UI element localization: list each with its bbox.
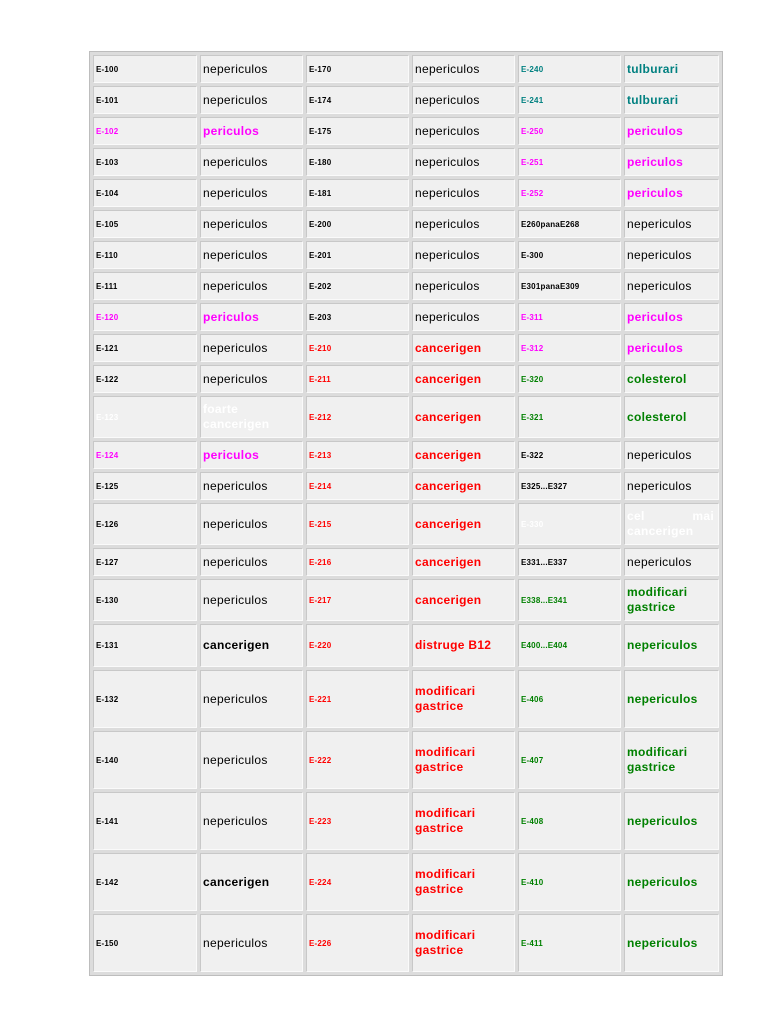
table-row — [93, 503, 719, 545]
additive-code: E331...E337 — [518, 548, 621, 576]
additive-code: E-104 — [93, 179, 197, 207]
additive-code: E-217 — [306, 579, 409, 621]
additive-effect: nepericulos — [200, 548, 303, 576]
additive-code: E-140 — [93, 731, 197, 789]
additive-effect: cancerigen — [412, 365, 515, 393]
additive-code: E400...E404 — [518, 624, 621, 667]
additive-effect: nepericulos — [624, 241, 719, 269]
table-row — [93, 117, 719, 145]
additive-code: E-311 — [518, 303, 621, 331]
additive-code: E-150 — [93, 914, 197, 972]
additive-effect: nepericulos — [624, 548, 719, 576]
additive-code: E-300 — [518, 241, 621, 269]
table-row — [93, 441, 719, 469]
additive-code: E-126 — [93, 503, 197, 545]
additive-effect: nepericulos — [624, 624, 719, 667]
additive-effect: cancerigen — [412, 334, 515, 362]
additive-code: E-406 — [518, 670, 621, 728]
additive-effect: periculos — [200, 303, 303, 331]
additive-code: E301panaE309 — [518, 272, 621, 300]
additive-code: E325...E327 — [518, 472, 621, 500]
additive-code: E-101 — [93, 86, 197, 114]
table-row — [93, 914, 719, 972]
additive-effect: nepericulos — [200, 179, 303, 207]
additive-code: E-241 — [518, 86, 621, 114]
additive-code: E-320 — [518, 365, 621, 393]
additive-code: E-103 — [93, 148, 197, 176]
additive-effect: cancerigen — [200, 853, 303, 911]
additive-effect: nepericulos — [624, 272, 719, 300]
additive-effect: nepericulos — [624, 472, 719, 500]
additive-effect: nepericulos — [200, 670, 303, 728]
table-row — [93, 792, 719, 850]
additive-code: E-223 — [306, 792, 409, 850]
additive-code: E-181 — [306, 179, 409, 207]
additive-effect: modificari gastrice — [412, 792, 515, 850]
additive-effect: nepericulos — [200, 272, 303, 300]
additive-code: E-210 — [306, 334, 409, 362]
additive-effect: periculos — [624, 117, 719, 145]
additive-code: E-407 — [518, 731, 621, 789]
additive-effect: periculos — [624, 303, 719, 331]
additive-code: E-130 — [93, 579, 197, 621]
additive-effect: tulburari — [624, 55, 719, 83]
additive-code: E-222 — [306, 731, 409, 789]
additive-effect: nepericulos — [412, 148, 515, 176]
table-row — [93, 670, 719, 728]
table-row — [93, 365, 719, 393]
additive-code: E-131 — [93, 624, 197, 667]
additive-code: E-312 — [518, 334, 621, 362]
additive-effect: nepericulos — [624, 853, 719, 911]
additive-effect: cancerigen — [412, 441, 515, 469]
additive-effect: nepericulos — [412, 241, 515, 269]
additive-code: E-100 — [93, 55, 197, 83]
additive-code: E-132 — [93, 670, 197, 728]
table-row — [93, 179, 719, 207]
additive-effect: nepericulos — [200, 210, 303, 238]
additive-code: E-201 — [306, 241, 409, 269]
table-row — [93, 334, 719, 362]
additive-effect: modificari gastrice — [412, 914, 515, 972]
additive-effect: cancerigen — [412, 472, 515, 500]
additive-effect: nepericulos — [200, 579, 303, 621]
table-row — [93, 853, 719, 911]
additive-code: E-224 — [306, 853, 409, 911]
additive-code: E-221 — [306, 670, 409, 728]
additive-code: E260panaE268 — [518, 210, 621, 238]
additive-effect: cancerigen — [412, 579, 515, 621]
additive-effect: colesterol — [624, 396, 719, 438]
additive-effect: nepericulos — [200, 731, 303, 789]
additive-effect: periculos — [200, 441, 303, 469]
additive-effect: periculos — [624, 334, 719, 362]
table-row — [93, 624, 719, 667]
additive-effect: nepericulos — [200, 472, 303, 500]
additive-effect: modificari gastrice — [624, 579, 719, 621]
additive-effect: nepericulos — [624, 914, 719, 972]
table-row — [93, 241, 719, 269]
additive-code: E-408 — [518, 792, 621, 850]
additive-code: E-220 — [306, 624, 409, 667]
additive-effect: periculos — [200, 117, 303, 145]
additive-code: E-200 — [306, 210, 409, 238]
additive-effect: nepericulos — [412, 303, 515, 331]
additive-code: E-175 — [306, 117, 409, 145]
additive-effect: nepericulos — [412, 272, 515, 300]
additive-effect: nepericulos — [624, 670, 719, 728]
additive-code: E-214 — [306, 472, 409, 500]
additive-effect: nepericulos — [200, 334, 303, 362]
additive-code: E338...E341 — [518, 579, 621, 621]
additive-code: E-124 — [93, 441, 197, 469]
table-row — [93, 579, 719, 621]
additive-code: E-216 — [306, 548, 409, 576]
additive-effect: nepericulos — [412, 117, 515, 145]
additive-effect: nepericulos — [624, 792, 719, 850]
additive-effect-highlighted: cel mai cancerigen — [624, 503, 719, 545]
additive-code: E-122 — [93, 365, 197, 393]
additive-code: E-213 — [306, 441, 409, 469]
additive-code: E-127 — [93, 548, 197, 576]
additive-effect: tulburari — [624, 86, 719, 114]
additive-code-highlighted: E-330 — [518, 503, 621, 545]
additive-effect: modificari gastrice — [412, 670, 515, 728]
additive-code: E-180 — [306, 148, 409, 176]
table-row — [93, 86, 719, 114]
additive-effect: cancerigen — [412, 396, 515, 438]
additive-code: E-111 — [93, 272, 197, 300]
additive-code: E-226 — [306, 914, 409, 972]
additive-effect: cancerigen — [200, 624, 303, 667]
additive-code: E-141 — [93, 792, 197, 850]
additive-effect: modificari gastrice — [412, 731, 515, 789]
additive-code: E-203 — [306, 303, 409, 331]
additive-code: E-410 — [518, 853, 621, 911]
table-row — [93, 548, 719, 576]
table-row — [93, 396, 719, 438]
additive-code: E-105 — [93, 210, 197, 238]
table-row — [93, 472, 719, 500]
additive-effect: nepericulos — [200, 914, 303, 972]
additive-code: E-250 — [518, 117, 621, 145]
additive-effect: nepericulos — [200, 55, 303, 83]
additive-effect: modificari gastrice — [412, 853, 515, 911]
additive-effect: cancerigen — [412, 548, 515, 576]
additive-effect: nepericulos — [200, 365, 303, 393]
additive-code: E-202 — [306, 272, 409, 300]
table-row — [93, 731, 719, 789]
additive-code: E-125 — [93, 472, 197, 500]
additive-code: E-121 — [93, 334, 197, 362]
additive-effect: nepericulos — [412, 179, 515, 207]
additive-effect: nepericulos — [200, 503, 303, 545]
additive-effect: cancerigen — [412, 503, 515, 545]
table-row — [93, 272, 719, 300]
additive-code: E-240 — [518, 55, 621, 83]
additive-code: E-215 — [306, 503, 409, 545]
additive-effect: nepericulos — [412, 55, 515, 83]
additive-effect: periculos — [624, 179, 719, 207]
additive-effect: nepericulos — [200, 241, 303, 269]
additive-effect: modificari gastrice — [624, 731, 719, 789]
additive-effect: nepericulos — [200, 148, 303, 176]
table-row — [93, 303, 719, 331]
table-row — [93, 148, 719, 176]
additive-code: E-321 — [518, 396, 621, 438]
additive-code: E-252 — [518, 179, 621, 207]
additive-effect: nepericulos — [624, 210, 719, 238]
additive-effect: colesterol — [624, 365, 719, 393]
additive-code: E-120 — [93, 303, 197, 331]
additive-effect: periculos — [624, 148, 719, 176]
additive-effect: nepericulos — [412, 210, 515, 238]
additive-code: E-142 — [93, 853, 197, 911]
additive-effect-highlighted: foarte cancerigen — [200, 396, 303, 438]
additive-effect: distruge B12 — [412, 624, 515, 667]
additive-code: E-322 — [518, 441, 621, 469]
additive-effect: nepericulos — [412, 86, 515, 114]
table-row — [93, 55, 719, 83]
additive-code: E-251 — [518, 148, 621, 176]
additive-code: E-174 — [306, 86, 409, 114]
additive-code-highlighted: E-123 — [93, 396, 197, 438]
additive-effect: nepericulos — [200, 792, 303, 850]
additive-effect: nepericulos — [624, 441, 719, 469]
additive-code: E-102 — [93, 117, 197, 145]
additive-code: E-211 — [306, 365, 409, 393]
table-row — [93, 210, 719, 238]
additive-code: E-411 — [518, 914, 621, 972]
e-numbers-table — [89, 51, 723, 976]
additive-effect: nepericulos — [200, 86, 303, 114]
additive-code: E-110 — [93, 241, 197, 269]
additive-code: E-170 — [306, 55, 409, 83]
additive-code: E-212 — [306, 396, 409, 438]
